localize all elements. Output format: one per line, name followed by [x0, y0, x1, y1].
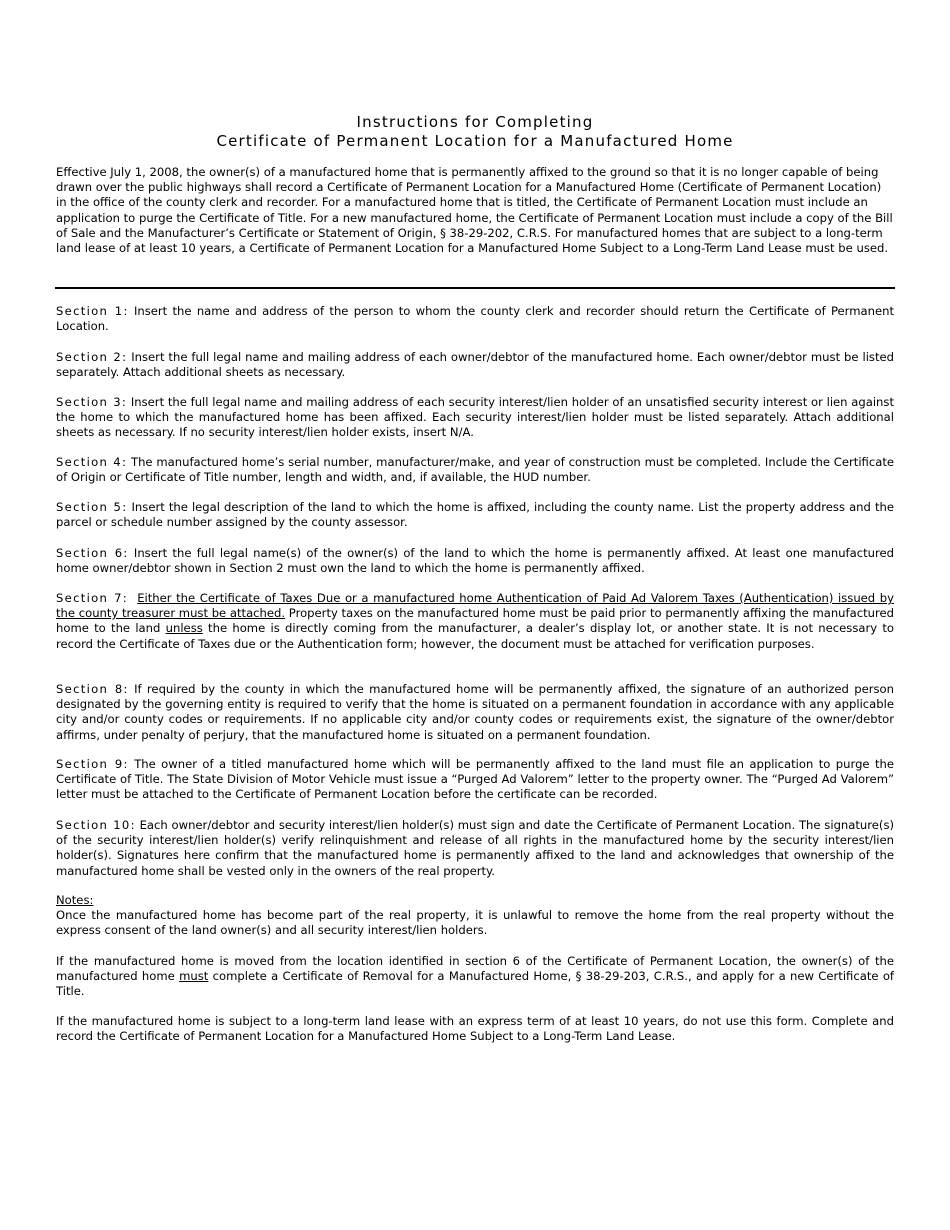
section-1 — [56, 304, 894, 334]
section-10 — [56, 818, 894, 879]
section-8 — [56, 682, 894, 743]
section-text: Insert the full legal name and mailing address of each owner/debtor of the manufactured home. Each owner/debtor must be listed separately. Attach additional sheets as necessary. — [56, 350, 894, 380]
section-3 — [56, 395, 894, 441]
section-text: Insert the name and address of the person to whom the county clerk and recorder should return the Certificate of Permanent Location. — [56, 304, 894, 334]
section-text: If required by the county in which the manufactured home will be permanently affixed, the signature of an authorized person designated by the governing entity is required to verify that the home is situated on a permanent foundation in accordance with any applicable city and/or county codes or requirements. If no applicable city and/or county codes or requirements exist, the signature of the owner/debtor affirms, under penalty of perjury, that the manufactured home is situated on a permanent foundation. — [56, 682, 894, 742]
section-6 — [56, 546, 894, 576]
section-text: the home is directly coming from the manufacturer, a dealer’s display lot, or another state. It is not necessary to record the Certificate of Taxes due or the Authentication form; however, the document must be attached for verification purposes. — [56, 621, 894, 651]
page-title: Instructions for Completing — [356, 113, 594, 131]
section-7 — [56, 591, 894, 652]
note-3: If the manufactured home is subject to a long-term land lease with an express term of at least 10 years, do not use this form. Complete and record the Certificate of Permanent Location for a Manufactured Home Subject to a Long-Term Land Lease. — [56, 1014, 894, 1044]
section-text: Insert the legal description of the land to which the home is affixed, including the county name. List the property address and the parcel or schedule number assigned by the county assessor. — [56, 500, 894, 530]
section-4 — [56, 455, 894, 485]
section-label: Section 3: — [56, 395, 128, 409]
note-2 — [56, 954, 894, 1000]
page-subtitle: Certificate of Permanent Location for a Manufactured Home — [216, 132, 734, 150]
section-label: Section 8: — [56, 682, 129, 696]
notes-heading — [56, 893, 894, 908]
section-label: Section 7: — [56, 591, 128, 605]
underlined-word: must — [179, 969, 209, 984]
note-text: complete a Certificate of Removal for a Manufactured Home, § 38-29-203, C.R.S., and apply for a new Certificate of Title. — [56, 969, 895, 999]
notes-heading-text: Notes: — [56, 893, 94, 907]
section-label: Section 10: — [56, 818, 136, 832]
section-label: Section 2: — [56, 350, 128, 364]
section-9 — [56, 757, 894, 803]
note-1: Once the manufactured home has become part of the real property, it is unlawful to remove the home from the real property without the express consent of the land owner(s) and all security interest/lien holders. — [56, 908, 894, 938]
note-text: If the manufactured home is moved from the location identified in section 6 of the Certificate of Permanent Location, the owner(s) of the manufactured home — [56, 954, 894, 984]
section-text: Insert the full legal name and mailing address of each security interest/lien holder of an unsatisfied security interest or lien against the home to which the manufactured home has been affixed. Each security interest/lien holder must be listed separately. Attach additional sheets as necessary. If no security interest/lien holder exists, insert N/A. — [56, 395, 894, 440]
section-text: The owner of a titled manufactured home which will be permanently affixed to the land must file an application to purge the Certificate of Title. The State Division of Motor Vehicle must issue a “Purged Ad Valorem” letter to the property owner. The “Purged Ad Valorem” letter must be attached to the Certificate of Permanent Location before the certificate can be recorded. — [56, 757, 894, 802]
section-text: Each owner/debtor and security interest/lien holder(s) must sign and date the Certificate of Permanent Location. The signature(s) of the security interest/lien holder(s) verify relinquishment and release of all rights in the manufactured home by the security interest/lien holder(s). Signatures here confirm that the manufactured home is permanently affixed to the land and acknowledges that ownership of the manufactured home shall be vested only in the owners of the real property. — [56, 818, 895, 878]
section-label: Section 9: — [56, 757, 129, 771]
divider — [55, 287, 895, 289]
section-text: The manufactured home’s serial number, manufacturer/make, and year of construction must be completed. Include the Certificate of Origin or Certificate of Title number, length and width, and, if available, the HUD number. — [56, 455, 894, 485]
section-label: Section 4: — [56, 455, 128, 469]
section-label: Section 1: — [56, 304, 129, 318]
underlined-word: unless — [165, 621, 203, 636]
section-5 — [56, 500, 894, 530]
underlined-requirement: Either the Certificate of Taxes Due or a manufactured home Authentication of Paid Ad Valorem Taxes (Authentication) issued by the county treasurer must be attached. — [56, 591, 894, 621]
intro-paragraph: Effective July 1, 2008, the owner(s) of a manufactured home that is permanently affixed to the ground so that it is no longer capable of being drawn over the public highways shall record a Certificate of Permanent Location for a Manufactured Home (Certificate of Permanent Location) in the office of the county clerk and recorder. For a manufactured home that is titled, the Certificate of Permanent Location must include an application to purge the Certificate of Title. For a new manufactured home, the Certificate of Permanent Location must include a copy of the Bill of Sale and the Manufacturer’s Certificate or Statement of Origin, § 38-29-202, C.R.S. For manufactured homes that are subject to a long-term land lease of at least 10 years, a Certificate of Permanent Location for a Manufactured Home Subject to a Long-Term Land Lease must be used. — [56, 165, 893, 256]
section-text: Insert the full legal name(s) of the owner(s) of the land to which the home is permanently affixed. At least one manufactured home owner/debtor shown in Section 2 must own the land to which the home is permanently affixed. — [56, 546, 895, 576]
section-2 — [56, 350, 894, 380]
section-label: Section 6: — [56, 546, 129, 560]
section-label: Section 5: — [56, 500, 128, 514]
section-text: Property taxes on the manufactured home must be paid prior to permanently affixing the manufactured home to the land — [56, 606, 894, 636]
